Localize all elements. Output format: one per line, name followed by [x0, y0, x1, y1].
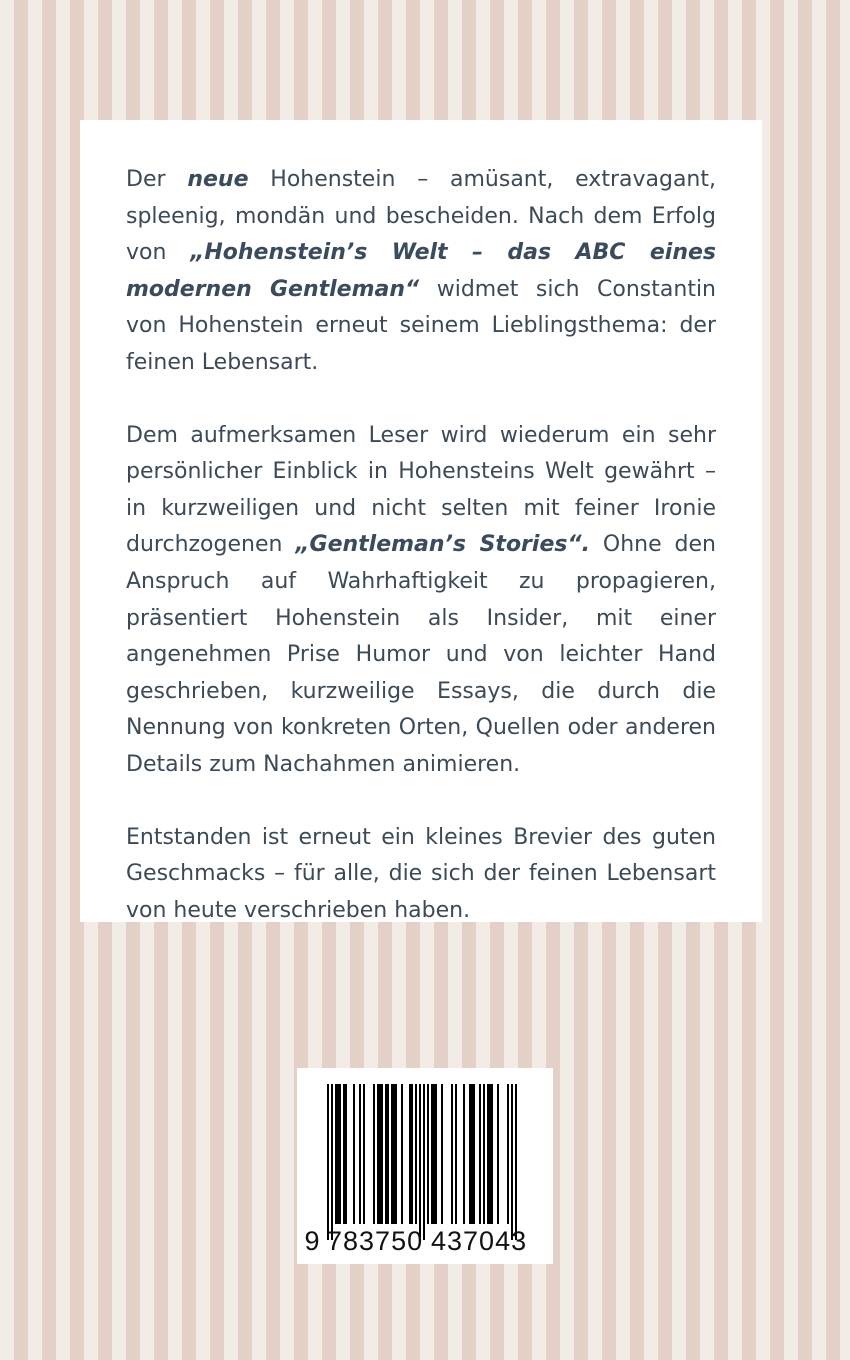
barcode-bar-23: [419, 1084, 421, 1240]
barcode-bar-6: [345, 1084, 347, 1224]
p1-text-2: Hohenstein – amüsant, extravagant, spleenig, mondän und bescheiden. Nach dem Erfolg von: [126, 167, 716, 266]
isbn-barcode: [297, 1068, 553, 1264]
p2-text-1: Dem aufmerksamen Leser wird wiederum ein sehr persönlicher Einblick in Hohensteins Welt gewährt – in kurzweiligen und nicht selten mit feiner Ironie durchzogenen: [126, 422, 716, 558]
barcode-bar-1: [331, 1084, 333, 1240]
barcode-bar-9: [363, 1084, 365, 1224]
barcode-bar-2: [335, 1084, 337, 1224]
blurb-paragraph-3: [126, 820, 716, 930]
isbn-first-digit: 9: [304, 1226, 320, 1256]
barcode-bar-33: [469, 1084, 471, 1224]
p1-text-3: widmet sich Constantin von Hohenstein erneut seinem Lieblingsthema: der feinen Lebensart.: [126, 276, 717, 375]
barcode-bar-43: [511, 1084, 513, 1240]
barcode-bar-29: [441, 1084, 443, 1224]
p1-emphasis-neue: neue: [187, 167, 249, 192]
barcode-bar-7: [353, 1084, 355, 1224]
barcode-bar-38: [487, 1084, 489, 1224]
p1-book-title: „Hohenstein’s Welt – das ABC eines modernen Gentleman“: [126, 240, 717, 302]
barcode-bar-35: [473, 1084, 475, 1224]
barcode-bar-24: [423, 1084, 425, 1240]
barcode-bar-21: [411, 1084, 413, 1224]
barcode-bar-8: [359, 1084, 361, 1224]
p2-text-2: Ohne den Anspruch auf Wahrhaftigkeit zu propagieren, präsentiert Hohenstein als Insider, mit einer angenehmen Prise Humor und von leichter Hand geschrieben, kurzweilige Essays, die durch die Nennung von konkreten Orten, Quellen oder anderen Details zum Nachahmen animieren.: [126, 532, 716, 777]
barcode-bar-31: [455, 1084, 457, 1224]
barcode-bar-32: [463, 1084, 465, 1224]
barcode-bar-36: [479, 1084, 481, 1224]
barcode-bar-25: [427, 1084, 429, 1224]
barcode-bar-28: [435, 1084, 437, 1224]
blurb-panel: [80, 120, 762, 922]
isbn-right-digits: 437043: [431, 1226, 528, 1256]
barcode-bar-15: [387, 1084, 389, 1224]
barcode-bar-11: [377, 1084, 379, 1224]
p2-stories-title: „Gentleman’s Stories“.: [295, 532, 590, 558]
barcode-bar-44: [515, 1084, 517, 1240]
barcode-bar-37: [483, 1084, 485, 1224]
barcode-bar-10: [373, 1084, 375, 1224]
isbn-number: [297, 1226, 553, 1256]
barcode-bar-27: [433, 1084, 435, 1224]
barcode-bar-30: [451, 1084, 453, 1224]
barcode-bar-20: [409, 1084, 411, 1224]
barcode-bar-4: [339, 1084, 341, 1224]
barcode-bar-5: [343, 1084, 345, 1224]
barcode-bar-40: [491, 1084, 493, 1224]
barcode-bar-14: [385, 1084, 387, 1224]
barcode-bar-17: [393, 1084, 395, 1224]
barcode-bars: [327, 1084, 523, 1244]
barcode-bar-22: [415, 1084, 417, 1224]
barcode-bar-12: [379, 1084, 381, 1224]
barcode-bar-41: [497, 1084, 499, 1224]
isbn-left-digits: 783750: [327, 1226, 424, 1256]
barcode-bar-18: [395, 1084, 397, 1224]
barcode-bar-13: [381, 1084, 383, 1224]
blurb-paragraph-2: [126, 418, 716, 784]
blurb-paragraph-1: [126, 162, 716, 382]
barcode-bar-34: [471, 1084, 473, 1224]
barcode-bar-26: [431, 1084, 433, 1224]
barcode-bar-42: [507, 1084, 509, 1224]
barcode-bar-3: [337, 1084, 339, 1224]
barcode-bar-16: [391, 1084, 393, 1224]
barcode-bar-39: [489, 1084, 491, 1224]
p1-text-1: Der: [126, 167, 188, 192]
p3-text-1: Entstanden ist erneut ein kleines Brevier des guten Geschmacks – für alle, die sich der feinen Lebensart von heute verschrieben haben.: [126, 824, 716, 923]
barcode-bar-19: [401, 1084, 403, 1224]
barcode-bar-0: [327, 1084, 329, 1240]
